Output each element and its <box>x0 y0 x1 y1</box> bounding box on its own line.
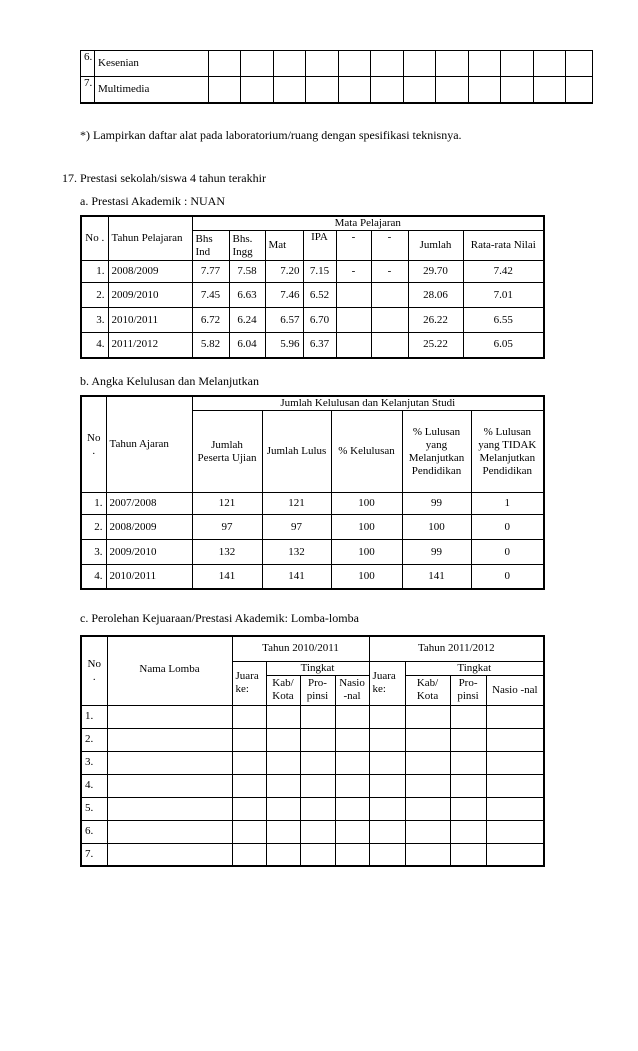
cell: 99 <box>402 493 471 515</box>
row-no: 7. <box>81 77 95 103</box>
cell: 121 <box>262 493 331 515</box>
header-no: No . <box>81 636 107 705</box>
cell: 121 <box>192 493 262 515</box>
table-row <box>81 493 544 515</box>
cell: 7.58 <box>229 261 265 283</box>
table-row <box>81 751 544 774</box>
cell: 7.20 <box>265 261 303 283</box>
table-row <box>81 843 544 866</box>
header-level: Nasio -nal <box>335 675 369 705</box>
section-b-title: b. Angka Kelulusan dan Melanjutkan <box>80 374 259 388</box>
prestasi-akademik-table <box>80 215 545 359</box>
cell: 2008/2009 <box>106 515 192 540</box>
header-juara: Juara ke: <box>369 661 405 705</box>
cell: 2009/2010 <box>106 540 192 565</box>
header-col: % Kelulusan <box>331 411 402 493</box>
header-level: Pro- pinsi <box>300 675 335 705</box>
cell: 6.24 <box>229 308 265 333</box>
cell: 97 <box>262 515 331 540</box>
cell <box>336 308 371 333</box>
header-nama: Nama Lomba <box>107 636 232 705</box>
section-c-title: c. Perolehan Kejuaraan/Prestasi Akademik: Lomba-lomba <box>80 611 359 625</box>
cell: 6.70 <box>303 308 336 333</box>
table-row <box>81 774 544 797</box>
cell: 6.52 <box>303 283 336 308</box>
cell <box>336 283 371 308</box>
cell: 28.06 <box>408 283 463 308</box>
cell: 5.96 <box>265 333 303 358</box>
table-row <box>81 797 544 820</box>
lomba-table <box>80 635 545 867</box>
header-col: - <box>336 231 371 261</box>
cell: 25.22 <box>408 333 463 358</box>
cell: 1 <box>471 493 544 515</box>
header-level: Kab/ Kota <box>405 675 450 705</box>
cell: 2. <box>81 728 107 751</box>
table-row <box>81 515 544 540</box>
cell: 6.72 <box>192 308 229 333</box>
cell: - <box>336 261 371 283</box>
header-col: % Lulusan yang Melanjutkan Pendidikan <box>402 411 471 493</box>
cell: 0 <box>471 515 544 540</box>
header-tingkat: Tingkat <box>405 661 544 675</box>
cell: 29.70 <box>408 261 463 283</box>
cell: 100 <box>402 515 471 540</box>
cell: 3. <box>81 540 106 565</box>
row-name: Multimedia <box>95 77 209 103</box>
cell: 4. <box>81 774 107 797</box>
cell: 5.82 <box>192 333 229 358</box>
header-mapel: Mata Pelajaran <box>192 216 544 231</box>
cell <box>336 333 371 358</box>
cell: 1. <box>81 493 106 515</box>
table-row <box>81 565 544 589</box>
table-row <box>81 261 544 283</box>
table-row <box>81 820 544 843</box>
cell: 1. <box>81 705 107 728</box>
cell: 2011/2012 <box>108 333 192 358</box>
cell <box>371 308 408 333</box>
cell: 141 <box>402 565 471 589</box>
header-year2: Tahun 2011/2012 <box>369 636 544 661</box>
table-row <box>81 308 544 333</box>
cell: 0 <box>471 540 544 565</box>
cell: 7. <box>81 843 107 866</box>
cell: 7.45 <box>192 283 229 308</box>
header-tahun: Tahun Pelajaran <box>108 216 192 261</box>
cell: 5. <box>81 797 107 820</box>
header-col: Jumlah Peserta Ujian <box>192 411 262 493</box>
cell: - <box>371 261 408 283</box>
cell: 132 <box>192 540 262 565</box>
cell: 6.04 <box>229 333 265 358</box>
header-no: No . <box>81 216 108 261</box>
cell: 6. <box>81 820 107 843</box>
cell: 26.22 <box>408 308 463 333</box>
cell: 3. <box>81 308 108 333</box>
header-col: - <box>371 231 408 261</box>
cell: 2008/2009 <box>108 261 192 283</box>
cell: 141 <box>192 565 262 589</box>
top-table <box>80 50 593 104</box>
header-level: Nasio -nal <box>486 675 544 705</box>
header-year1: Tahun 2010/2011 <box>232 636 369 661</box>
cell: 100 <box>331 565 402 589</box>
cell: 100 <box>331 540 402 565</box>
row-no: 6. <box>81 51 95 77</box>
header-no: No . <box>81 396 106 493</box>
cell: 100 <box>331 515 402 540</box>
header-tahun: Tahun Ajaran <box>106 396 192 493</box>
cell: 2007/2008 <box>106 493 192 515</box>
cell <box>371 283 408 308</box>
cell: 7.01 <box>463 283 544 308</box>
row-name: Kesenian <box>95 51 209 77</box>
table-row <box>81 283 544 308</box>
header-level: Kab/ Kota <box>266 675 300 705</box>
header-col: Mat <box>265 231 303 261</box>
cell: 2009/2010 <box>108 283 192 308</box>
cell: 7.42 <box>463 261 544 283</box>
cell: 6.57 <box>265 308 303 333</box>
header-col: Jumlah <box>408 231 463 261</box>
section-a-title: a. Prestasi Akademik : NUAN <box>80 194 225 208</box>
table-row <box>81 540 544 565</box>
cell: 2010/2011 <box>108 308 192 333</box>
section-heading: 17. Prestasi sekolah/siswa 4 tahun terakhir <box>62 171 266 185</box>
header-tingkat: Tingkat <box>266 661 369 675</box>
cell: 0 <box>471 565 544 589</box>
cell: 132 <box>262 540 331 565</box>
cell: 6.37 <box>303 333 336 358</box>
cell: 99 <box>402 540 471 565</box>
header-col: Jumlah Lulus <box>262 411 331 493</box>
header-col: Bhs Ind <box>192 231 229 261</box>
header-group: Jumlah Kelulusan dan Kelanjutan Studi <box>192 396 544 411</box>
cell: 100 <box>331 493 402 515</box>
header-col: Rata-rata Nilai <box>463 231 544 261</box>
header-level: Pro- pinsi <box>450 675 486 705</box>
header-col: % Lulusan yang TIDAK Melanjutkan Pendidikan <box>471 411 544 493</box>
cell: 141 <box>262 565 331 589</box>
cell: 2. <box>81 283 108 308</box>
cell: 6.63 <box>229 283 265 308</box>
cell: 97 <box>192 515 262 540</box>
header-col: Bhs. Ingg <box>229 231 265 261</box>
cell: 2. <box>81 515 106 540</box>
cell: 7.77 <box>192 261 229 283</box>
table-row <box>81 705 544 728</box>
header-juara: Juara ke: <box>232 661 266 705</box>
cell <box>371 333 408 358</box>
cell: 4. <box>81 333 108 358</box>
cell: 7.15 <box>303 261 336 283</box>
kelulusan-table <box>80 395 545 590</box>
header-col: IPA <box>303 231 336 261</box>
table-row <box>81 728 544 751</box>
cell: 3. <box>81 751 107 774</box>
cell: 6.05 <box>463 333 544 358</box>
footnote: *) Lampirkan daftar alat pada laboratorium/ruang dengan spesifikasi teknisnya. <box>80 128 462 142</box>
cell: 2010/2011 <box>106 565 192 589</box>
cell: 1. <box>81 261 108 283</box>
cell: 6.55 <box>463 308 544 333</box>
table-row <box>81 333 544 358</box>
cell: 4. <box>81 565 106 589</box>
cell: 7.46 <box>265 283 303 308</box>
